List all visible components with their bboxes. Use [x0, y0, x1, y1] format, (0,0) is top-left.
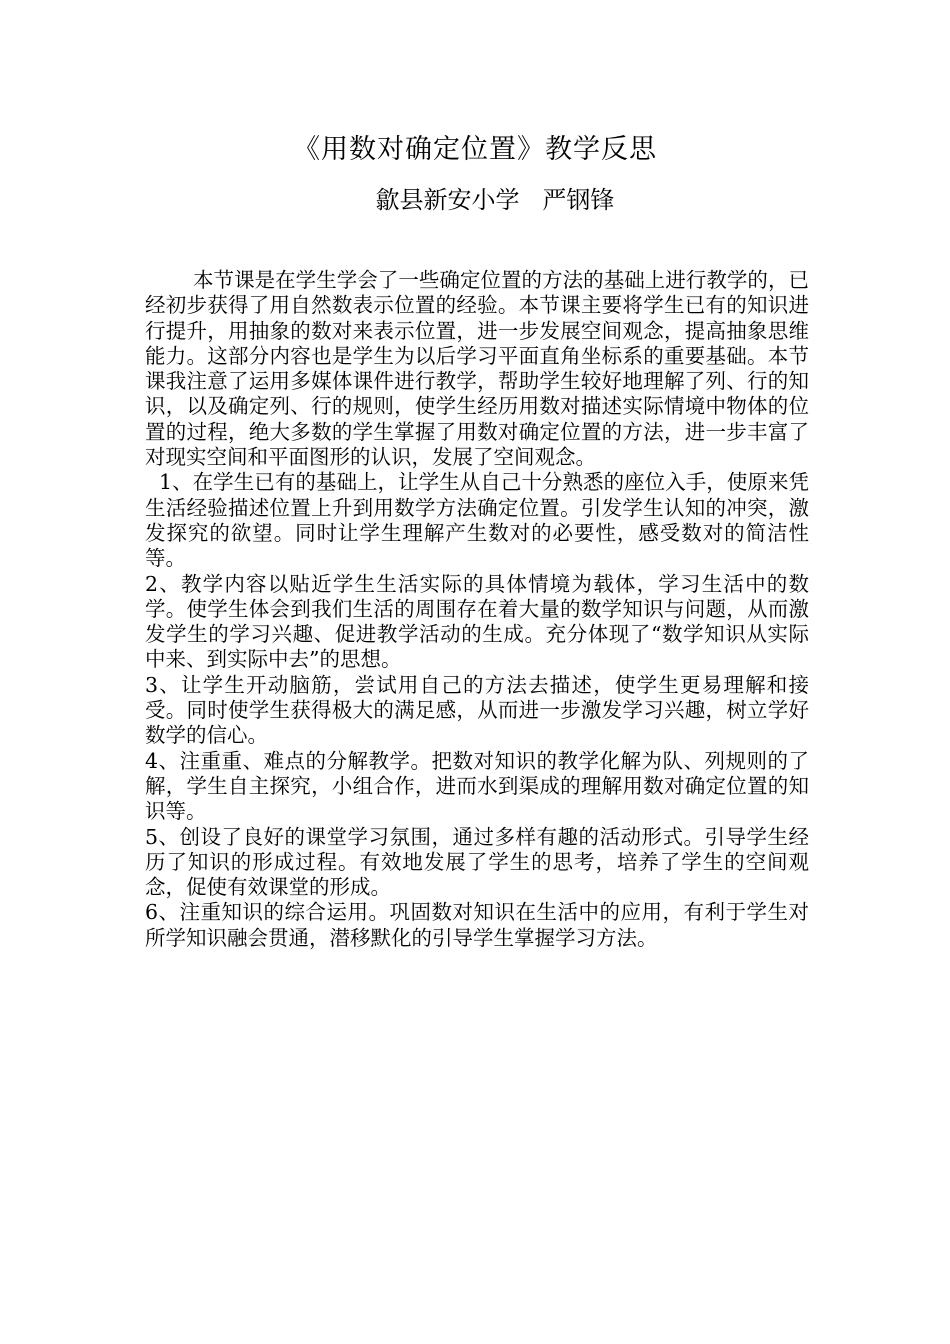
- point-paragraph-2: 2、教学内容以贴近学生生活实际的具体情境为载体，学习生活中的数学。使学生体会到我们生活的周围存在着大量的数学知识与问题，从而激发学生的学习兴趣、促进教学活动的生成。充分体现了“数学知识从实际中来、到实际中去”的思想。: [145, 571, 809, 672]
- document-body: [145, 268, 809, 951]
- point-paragraph-5: 5、创设了良好的课堂学习氛围，通过多样有趣的活动形式。引导学生经历了知识的形成过程。有效地发展了学生的思考，培养了学生的空间观念，促使有效课堂的形成。: [145, 824, 809, 900]
- point-paragraph-6: 6、注重知识的综合运用。巩固数对知识在生活中的应用，有利于学生对所学知识融会贯通，潜移默化的引导学生掌握学习方法。: [145, 900, 809, 950]
- point-paragraph-4: 4、注重重、难点的分解教学。把数对知识的教学化解为队、列规则的了解，学生自主探究，小组合作，进而水到渠成的理解用数对确定位置的知识等。: [145, 748, 809, 824]
- intro-paragraph: 本节课是在学生学会了一些确定位置的方法的基础上进行教学的，已经初步获得了用自然数表示位置的经验。本节课主要将学生已有的知识进行提升，用抽象的数对来表示位置，进一步发展空间观念，提高抽象思维能力。这部分内容也是学生为以后学习平面直角坐标系的重要基础。本节课我注意了运用多媒体课件进行教学，帮助学生较好地理解了列、行的知识，以及确定列、行的规则，使学生经历用数对描述实际情境中物体的位置的过程，绝大多数的学生掌握了用数对确定位置的方法，进一步丰富了对现实空间和平面图形的认识，发展了空间观念。: [145, 268, 809, 470]
- point-paragraph-3: 3、让学生开动脑筋，尝试用自己的方法去描述，使学生更易理解和接受。同时使学生获得极大的满足感，从而进一步激发学习兴趣，树立学好数学的信心。: [145, 672, 809, 748]
- document-title: 《用数对确定位置》教学反思: [293, 134, 657, 165]
- point-paragraph-1: 1、在学生已有的基础上，让学生从自己十分熟悉的座位入手，使原来凭生活经验描述位置上升到用数学方法确定位置。引发学生认知的冲突，激发探究的欲望。同时让学生理解产生数对的必要性，感受数对的简洁性等。: [145, 470, 809, 571]
- document-author: 歙县新安小学 严钢锋: [375, 186, 615, 214]
